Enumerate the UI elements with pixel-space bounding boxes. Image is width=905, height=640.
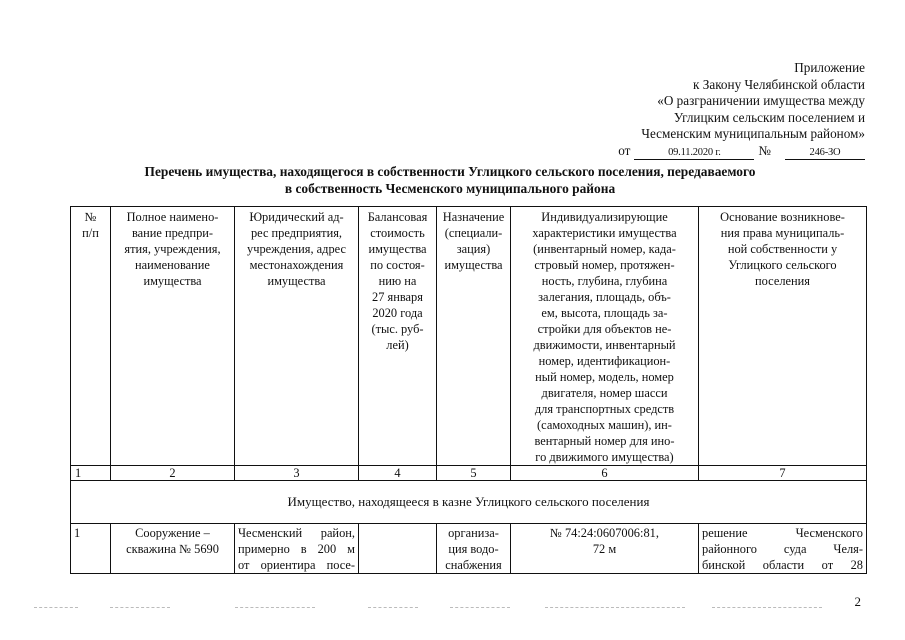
cell-line: поселения — [755, 274, 810, 288]
cell-line: имущества — [368, 242, 427, 256]
column-number: 6 — [511, 466, 699, 481]
cell-line: Балансовая — [367, 210, 428, 224]
cell-line: ность, глубина, глубина — [541, 274, 668, 288]
date-value: 09.11.2020 г. — [634, 147, 754, 160]
cell-line: стоимость — [370, 226, 425, 240]
title-line: Перечень имущества, находящегося в собственности Углицкого сельского поселения, передаваемого — [144, 164, 756, 179]
cell-line: залегания, площадь, объ- — [538, 290, 671, 304]
cell-line: нию на — [378, 274, 417, 288]
annex-line: Чесменским муниципальным районом» — [641, 126, 865, 141]
cell-line: (тыс. руб- — [371, 322, 424, 336]
cell-line: зация) — [456, 242, 491, 256]
number-prefix: № — [758, 142, 771, 158]
page-fold-line — [368, 607, 418, 609]
cell-line: п/п — [82, 226, 99, 240]
cell-line: решение Чесменского — [702, 526, 863, 540]
cell-line: № 74:24:0607006:81, — [550, 526, 659, 540]
cell-line: Углицкого сельского — [728, 258, 837, 272]
cell-line: (специали- — [444, 226, 503, 240]
row-number: 1 — [71, 524, 111, 574]
cell-line: вание предпри- — [131, 226, 214, 240]
cell-line: учреждения, адрес — [247, 242, 346, 256]
cell-line: по состоя- — [370, 258, 425, 272]
cell-line: примерно в 200 м — [238, 542, 355, 556]
date-prefix: от — [618, 142, 631, 158]
cell-line: ния права муниципаль- — [720, 226, 845, 240]
annex-header — [545, 60, 865, 160]
cell-line: вентарный номер для ино- — [534, 434, 675, 448]
cell-line: ятия, учреждения, — [124, 242, 221, 256]
header-cell — [511, 207, 699, 466]
cell-line: двигателя, номер шасси — [541, 386, 668, 400]
cell-line: 27 января — [372, 290, 423, 304]
cell-line: ной собственности у — [727, 242, 838, 256]
page-number: 2 — [854, 594, 861, 609]
cell-line: местонахождения — [249, 258, 344, 272]
annex-line: Углицким сельским поселением и — [673, 109, 865, 125]
header-cell — [111, 207, 235, 466]
cell-line: организа- — [448, 526, 499, 540]
page-fold-line — [235, 607, 315, 609]
header-cell — [71, 207, 111, 466]
cell-line: стройки для объектов не- — [537, 322, 672, 336]
column-number-row — [71, 466, 867, 481]
header-cell — [235, 207, 359, 466]
table-header-row — [71, 207, 867, 466]
page-fold-line — [450, 607, 510, 609]
cell-line: рес предприятия, — [250, 226, 343, 240]
cell-line: ем, высота, площадь за- — [541, 306, 668, 320]
header-cell — [359, 207, 437, 466]
table-row — [71, 524, 867, 574]
cell-line: го движимого имущества) — [535, 450, 674, 464]
cell-line: ция водо- — [448, 542, 499, 556]
cell-line: для транспортных средств — [534, 402, 675, 416]
cell-line: характеристики имущества — [532, 226, 677, 240]
cell-line: (самоходных машин), ин- — [537, 418, 672, 432]
cell-line: скважина № 5690 — [126, 542, 219, 556]
cell-line: районного суда Челя- — [702, 542, 863, 556]
page-fold-line — [34, 607, 78, 609]
document-title — [100, 164, 800, 197]
number-value: 246-ЗО — [785, 147, 865, 160]
annex-line: «О разграничении имущества между — [657, 93, 865, 108]
cell-line: Юридический ад- — [249, 210, 344, 224]
cell-line: бинской области от 28 — [702, 558, 863, 572]
cell-line: имущества — [267, 274, 326, 288]
cell-line: Полное наимено- — [126, 210, 219, 224]
cell-line: стровый номер, протяжен- — [534, 258, 675, 272]
row-address — [235, 524, 359, 574]
section-title: Имущество, находящееся в казне Углицкого сельского поселения — [71, 481, 867, 524]
cell-line: движимости, инвентарный — [533, 338, 676, 352]
page-fold-line — [545, 607, 685, 609]
cell-line: имущества — [143, 274, 202, 288]
annex-line: Приложение — [794, 60, 865, 75]
row-characteristics — [511, 524, 699, 574]
column-number: 7 — [699, 466, 867, 481]
cell-line: Сооружение – — [135, 526, 210, 540]
row-basis — [699, 524, 867, 574]
row-balance — [359, 524, 437, 574]
cell-line: лей) — [386, 338, 409, 352]
column-number: 1 — [71, 466, 111, 481]
title-line: в собственность Чесменского муниципального района — [284, 180, 616, 196]
annex-line: к Закону Челябинской области — [693, 76, 865, 92]
annex-date-line — [545, 143, 865, 160]
column-number: 4 — [359, 466, 437, 481]
cell-line: снабжения — [445, 558, 502, 572]
header-cell — [699, 207, 867, 466]
cell-line: от ориентира посе- — [238, 558, 355, 572]
cell-line: Чесменский район, — [238, 526, 355, 540]
cell-line: наименование — [135, 258, 210, 272]
section-row — [71, 481, 867, 524]
column-number: 3 — [235, 466, 359, 481]
cell-line: имущества — [444, 258, 503, 272]
cell-line: Основание возникнове- — [720, 210, 845, 224]
header-cell — [437, 207, 511, 466]
row-purpose — [437, 524, 511, 574]
page-fold-line — [110, 607, 170, 609]
cell-line: 2020 года — [372, 306, 423, 320]
property-table — [70, 206, 867, 574]
column-number: 5 — [437, 466, 511, 481]
cell-line: (инвентарный номер, када- — [533, 242, 676, 256]
cell-line: ный номер, модель, номер — [535, 370, 674, 384]
column-number: 2 — [111, 466, 235, 481]
row-name — [111, 524, 235, 574]
cell-line: № — [84, 210, 97, 224]
cell-line: Индивидуализирующие — [541, 210, 668, 224]
cell-line: 72 м — [592, 542, 617, 556]
page-fold-line — [712, 607, 822, 609]
cell-line: Назначение — [442, 210, 505, 224]
cell-line: номер, идентификацион- — [538, 354, 671, 368]
